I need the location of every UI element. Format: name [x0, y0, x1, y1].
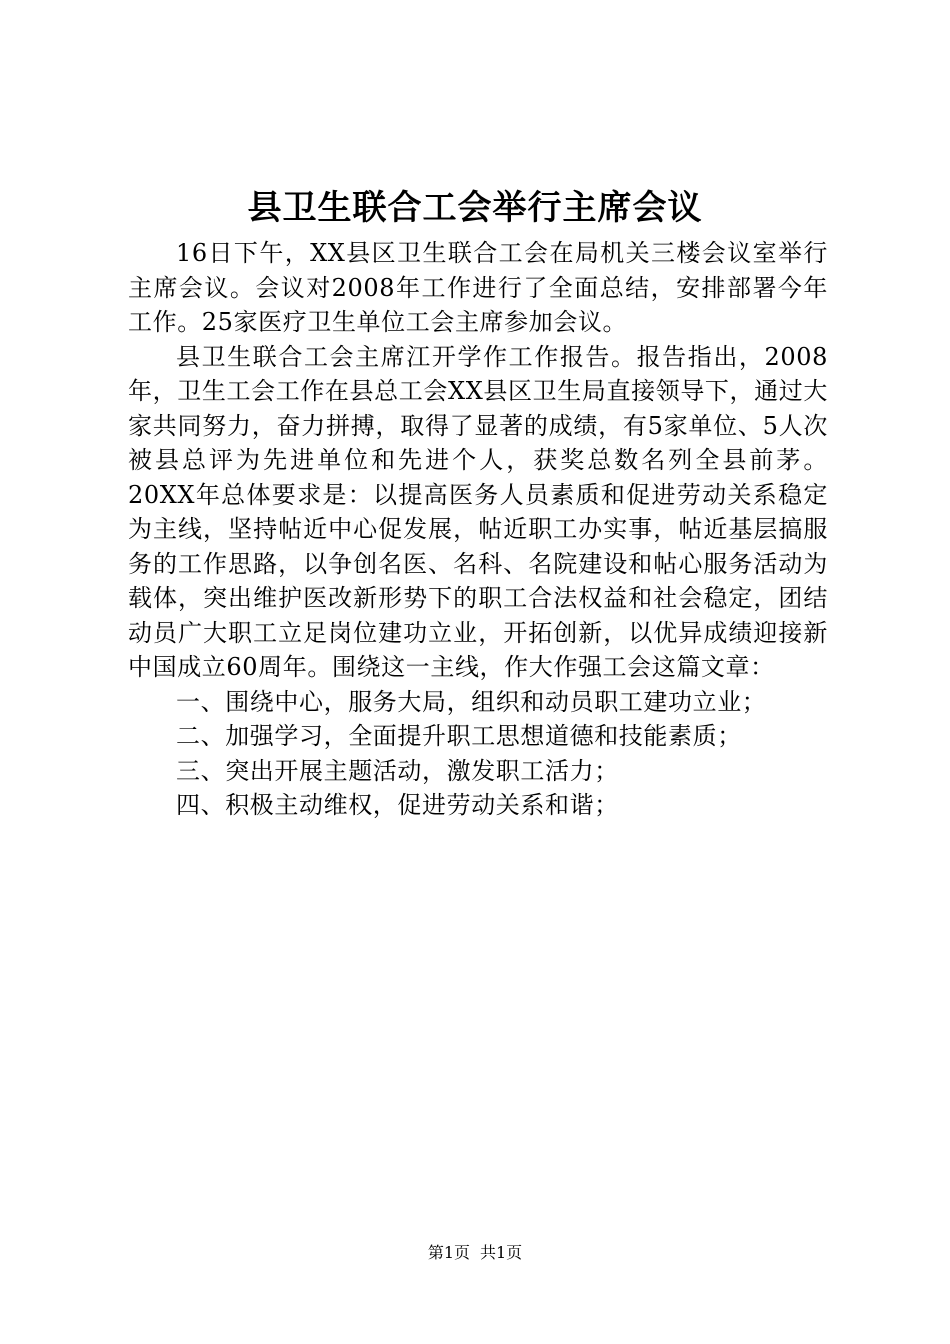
- list-item-1: 一、围绕中心，服务大局，组织和动员职工建功立业；: [176, 687, 767, 716]
- page-number: 第1页: [427, 1243, 470, 1262]
- list-item-2: 二、加强学习，全面提升职工思想道德和技能素质；: [176, 722, 742, 750]
- page-footer: [0, 1242, 950, 1264]
- paragraph-work-report: 县卫生联合工会主席江开学作工作报告。报告指出，2008年，卫生工会工作在县总工会XX县区卫生局直接领导下，通过大家共同努力，奋力拼搏，取得了显著的成绩，有5家单位、5人次被县总评为先进单位和先进个人，获奖总数名列全县前茅。20XX年总体要求是：以提高医务人员素质和促进劳动关系稳定为主线，坚持帖近中心促发展，帖近职工办实事，帖近基层搞服务的工作思路，以争创名医、名科、名院建设和帖心服务活动为载体，突出维护医改新形势下的职工合法权益和社会稳定，团结动员广大职工立足岗位建功立业，开拓创新，以优异成绩迎接新中国成立60周年。围绕这一主线，作大作强工会这篇文章：: [128, 342, 828, 681]
- paragraph-meeting-intro: 16日下午，XX县区卫生联合工会在局机关三楼会议室举行主席会议。会议对2008年工作进行了全面总结，安排部署今年工作。25家医疗卫生单位工会主席参加会议。: [128, 239, 828, 336]
- list-item-3: 三、突出开展主题活动，激发职工活力；: [176, 756, 619, 785]
- page-total: 共1页: [480, 1243, 523, 1262]
- document-body: [128, 236, 828, 823]
- list-item-4: 四、积极主动维权，促进劳动关系和谐；: [176, 791, 619, 819]
- document-title: 县卫生联合工会举行主席会议: [247, 188, 703, 228]
